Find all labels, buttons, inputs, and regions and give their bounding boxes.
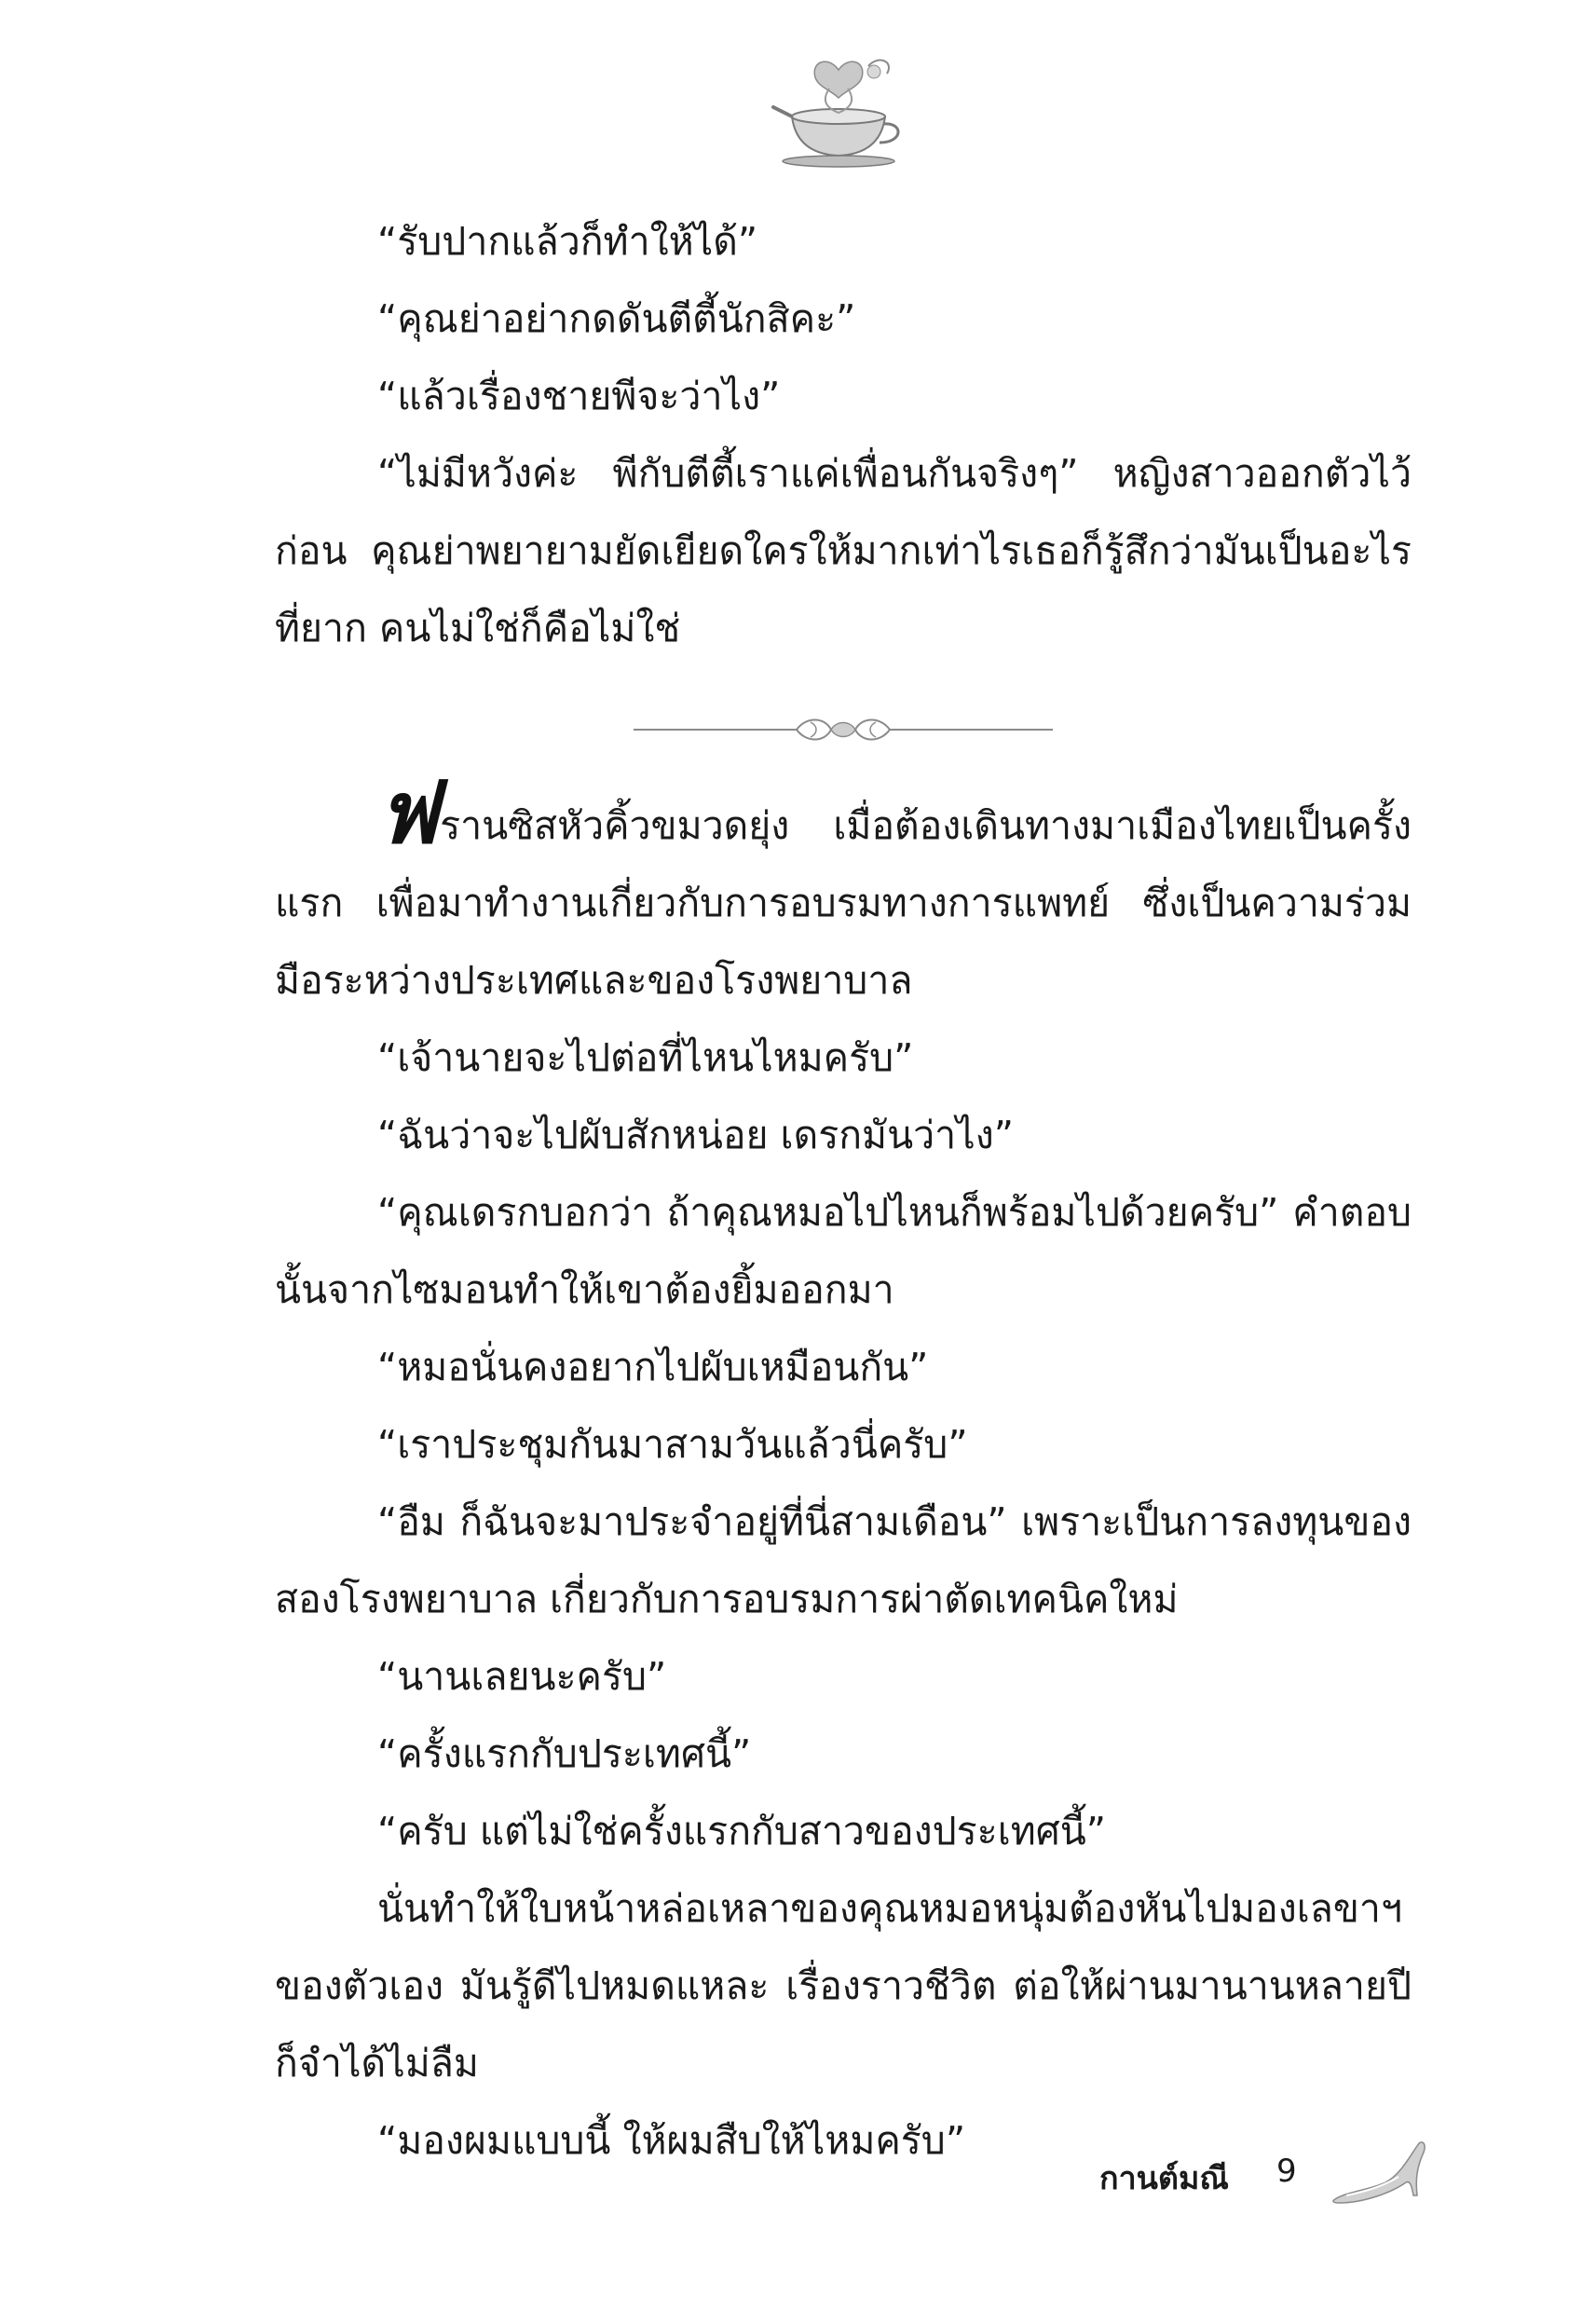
opening-paragraph <box>275 762 1412 1019</box>
paragraph: “คุณย่าอย่ากดดันตีตี้นักสิคะ” <box>377 296 856 341</box>
paragraph: “เราประชุมกันมาสามวันแล้วนี่ครับ” <box>377 1422 968 1467</box>
paragraph: “มองผมแบบนี้ ให้ผมสืบให้ไหมครับ” <box>377 2118 966 2163</box>
page-number: 9 <box>1276 2153 1297 2190</box>
paragraph: “ครับ แต่ไม่ใช่ครั้งแรกกับสาวของประเทศนี้” <box>377 1809 1107 1853</box>
paragraph: “รับปากแล้วก็ทำให้ได้” <box>377 219 758 264</box>
paragraph: “แล้วเรื่องชายพีจะว่าไง” <box>377 374 781 418</box>
page-footer <box>1099 2134 1491 2227</box>
flourish-divider-icon <box>634 704 1053 756</box>
paragraph: นั่นทำให้ใบหน้าหล่อเหลาของคุณหมอหนุ่มต้องหันไปมองเลขาฯ ของตัวเอง มันรู้ดีไปหมดแหละ เรื่องราวชีวิต ต่อให้ผ่านมานานหลายปีก็จำได้ไม่ลืม <box>275 1886 1412 2085</box>
paragraph: “อืม ก็ฉันจะมาประจำอยู่ที่นี่สามเดือน” เพราะเป็นการลงทุนของสองโรงพยาบาล เกี่ยวกับการอบรมการผ่าตัดเทคนิคใหม่ <box>275 1499 1412 1621</box>
paragraph: “ฉันว่าจะไปผับสักหน่อย เดรกมันว่าไง” <box>377 1113 1015 1157</box>
paragraph: “คุณเดรกบอกว่า ถ้าคุณหมอไปไหนก็พร้อมไปด้วยครับ” คำตอบนั้นจากไซมอนทำให้เขาต้องยิ้มออกมา <box>275 1190 1412 1312</box>
paragraph: “หมอนั่นคงอยากไปผับเหมือนกัน” <box>377 1345 929 1389</box>
text-block-2 <box>275 762 1412 2180</box>
high-heel-shoe-icon <box>1328 2134 1430 2208</box>
text-block-1 <box>275 203 1412 667</box>
paragraph: “เจ้านายจะไปต่อที่ไหนไหมครับ” <box>377 1035 914 1080</box>
paragraph: “ครั้งแรกกับประเทศนี้” <box>377 1731 752 1776</box>
paragraph: “ไม่มีหวังค่ะ พีกับตีตี้เราแค่เพื่อนกันจริงๆ” หญิงสาวออกตัวไว้ก่อน คุณย่าพยายามยัดเยียดใครให้มากเท่าไรเธอก็รู้สึกว่ามันเป็นอะไรที่ยาก คนไม่ใช่ก็คือไม่ใช่ <box>275 451 1412 650</box>
book-title: กานต์มณี <box>1099 2160 1229 2197</box>
paragraph: “นานเลยนะครับ” <box>377 1654 667 1699</box>
drop-cap: ฟ <box>377 762 439 863</box>
cupid-teacup-icon <box>764 51 913 172</box>
opening-paragraph-text: รานซิสหัวคิ้วขมวดยุ่ง เมื่อต้องเดินทางมาเมืองไทยเป็นครั้งแรก เพื่อมาทำงานเกี่ยวกับการอบรมทางการแพทย์ ซึ่งเป็นความร่วมมือระหว่างประเทศและของโรงพยาบาล <box>275 803 1412 1003</box>
